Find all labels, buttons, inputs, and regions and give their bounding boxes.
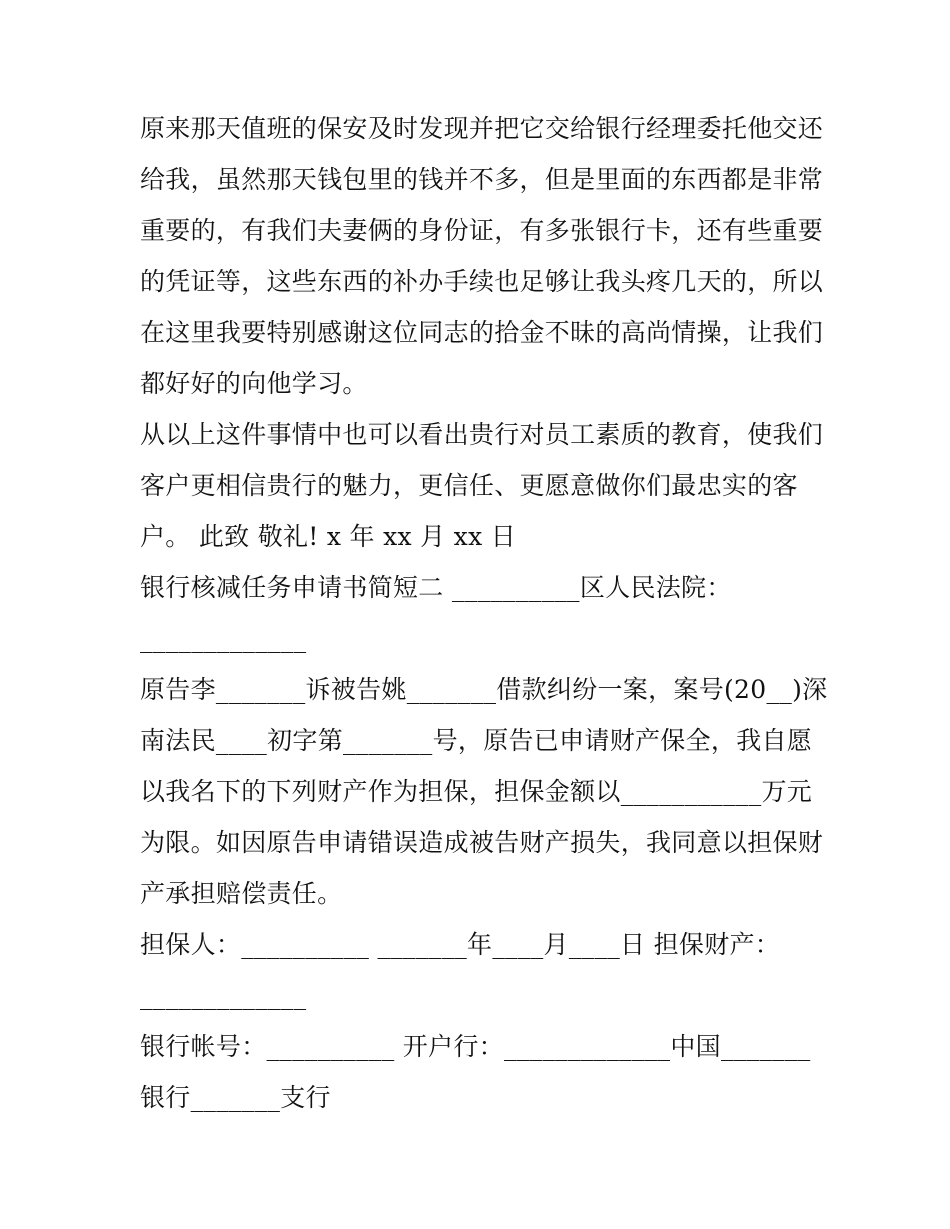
text-line: 产承担赔偿责任。 [140,879,343,908]
text-line: 以我名下的下列财产作为担保，担保金额以___________万元 [140,777,813,806]
text-line: 重要的，有我们夫妻俩的身份证，有多张银行卡，还有些重要 [140,216,824,245]
bank-account-line: 银行帐号：__________ 开户行：_____________中国_______ [140,1032,811,1061]
closing-line: 户。 此致 敬礼! x 年 xx 月 xx 日 [140,522,517,551]
text-line: 原来那天值班的保安及时发现并把它交给银行经理委托他交还 [140,114,824,143]
text-line: 南法民____初字第_______号，原告已申请财产保全，我自愿 [140,726,813,755]
section-heading: 银行核减任务申请书简短二 __________区人民法院： [140,573,732,602]
document-body [140,103,840,1123]
text-line: 的凭证等，这些东西的补办手续也足够让我头疼几天的，所以 [140,267,824,296]
text-line: 客户更相信贵行的魅力，更信任、更愿意做你们最忠实的客 [140,471,798,500]
guarantor-line: 担保人：__________ _______年____月____日 担保财产： [140,930,781,959]
text-line: 都好好的向他学习。 [140,369,368,398]
blank-line: _____________ [140,981,307,1010]
text-line: 为限。如因原告申请错误造成被告财产损失，我同意以担保财 [140,828,824,857]
text-line: 原告李_______诉被告姚_______借款纠纷一案，案号(20__)深 [140,675,828,704]
text-line: 在这里我要特别感谢这位同志的拾金不昧的高尚情操，让我们 [140,318,824,347]
bank-branch-line: 银行_______支行 [140,1083,331,1112]
text-line: 给我，虽然那天钱包里的钱并不多，但是里面的东西都是非常 [140,165,824,194]
blank-line: _____________ [140,624,307,653]
text-line: 从以上这件事情中也可以看出贵行对员工素质的教育，使我们 [140,420,824,449]
